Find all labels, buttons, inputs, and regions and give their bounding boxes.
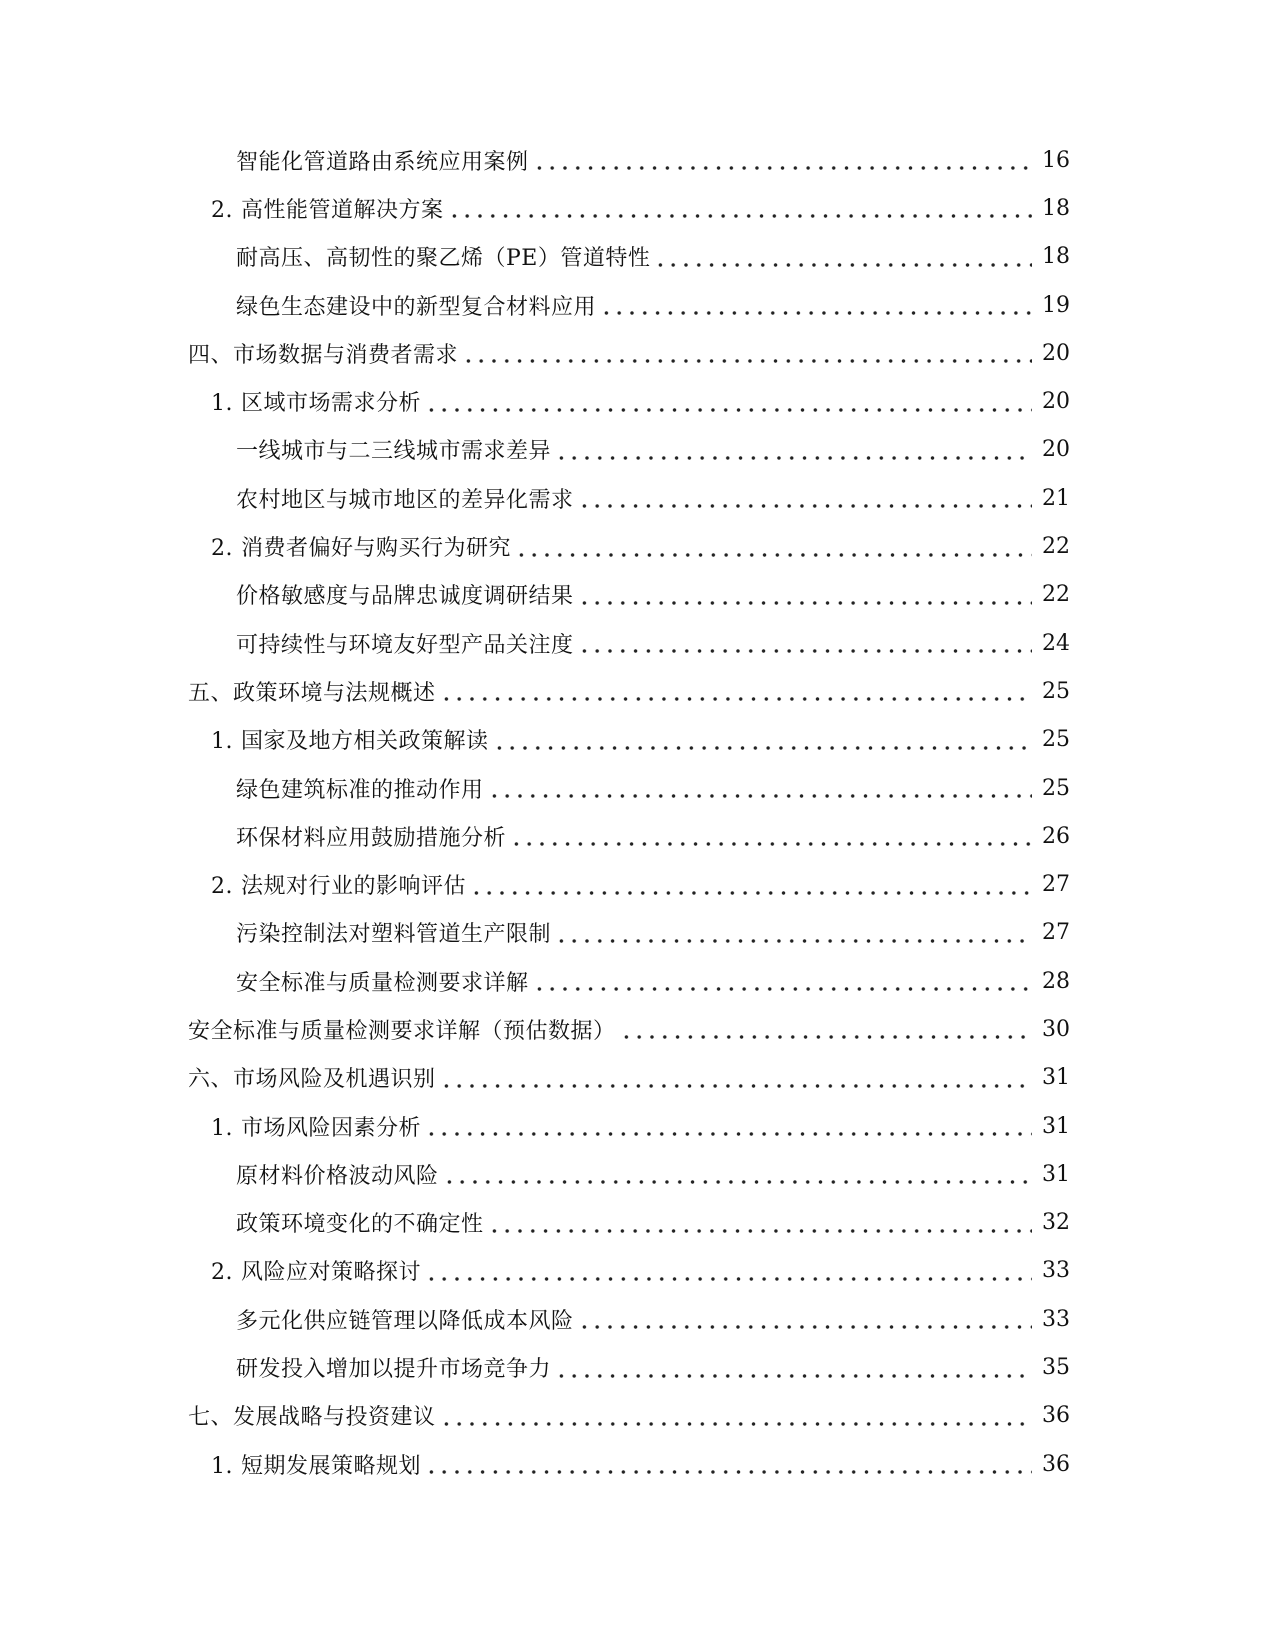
dot-leader (425, 1260, 1032, 1282)
toc-entry-label (236, 1304, 578, 1335)
toc-entry-page-number: 20 (1042, 437, 1070, 463)
toc-entry[interactable] (0, 1199, 1275, 1247)
toc-entry-page-number: 27 (1042, 920, 1070, 946)
dot-leader (443, 1163, 1032, 1185)
toc-entry-label (211, 724, 493, 755)
toc-entry-title: 研发投入增加以提升市场竞争力 (236, 1357, 552, 1383)
dot-leader (578, 487, 1032, 509)
toc-entry-label (236, 1352, 555, 1383)
toc-entry-label (236, 483, 578, 514)
toc-entry-label (236, 579, 578, 610)
toc-entry-title: 风险应对策略探讨 (241, 1260, 422, 1286)
toc-entry[interactable] (0, 474, 1275, 522)
dot-leader (555, 922, 1032, 944)
toc-entry-label (236, 434, 555, 465)
dot-leader (533, 149, 1032, 171)
toc-entry-title: 多元化供应链管理以降低成本风险 (236, 1308, 574, 1334)
dot-leader (488, 1212, 1032, 1234)
toc-entry-page-number: 16 (1042, 147, 1070, 173)
toc-entry-page-number: 36 (1042, 1451, 1070, 1477)
dot-leader (555, 1357, 1032, 1379)
toc-entry-label (236, 966, 533, 997)
toc-entry[interactable] (0, 1150, 1275, 1198)
dot-leader (440, 1405, 1032, 1427)
toc-entry-title: 原材料价格波动风险 (236, 1163, 439, 1189)
dot-leader (488, 777, 1032, 799)
dot-leader (600, 294, 1032, 316)
toc-entry-number: 1. (211, 729, 233, 755)
toc-entry-number: 1. (211, 1453, 233, 1479)
dot-leader (425, 1115, 1032, 1137)
toc-entry-label (236, 917, 555, 948)
toc-entry[interactable] (0, 619, 1275, 667)
toc-entry-title: 政策环境变化的不确定性 (236, 1212, 484, 1238)
toc-entry-label (188, 1014, 620, 1045)
toc-entry[interactable] (0, 1392, 1275, 1440)
toc-entry-title: 环保材料应用鼓励措施分析 (236, 825, 507, 851)
toc-entry-page-number: 21 (1042, 485, 1070, 511)
toc-entry-page-number: 31 (1042, 1113, 1070, 1139)
toc-entry-label (236, 821, 510, 852)
dot-leader (578, 632, 1032, 654)
toc-entry-title: 五、政策环境与法规概述 (188, 680, 436, 706)
toc-entry-title: 可持续性与环境友好型产品关注度 (236, 632, 574, 658)
toc-entry-label (236, 241, 654, 272)
toc-entry-label (236, 628, 578, 659)
toc-entry-page-number: 20 (1042, 340, 1070, 366)
toc-entry-label (188, 1062, 440, 1093)
toc-entry-label (211, 1449, 425, 1480)
toc-entry[interactable] (0, 377, 1275, 425)
toc-entry-page-number: 36 (1042, 1403, 1070, 1429)
toc-entry-page-number: 32 (1042, 1210, 1070, 1236)
toc-entry[interactable] (0, 764, 1275, 812)
toc-entry-page-number: 27 (1042, 872, 1070, 898)
toc-entry[interactable] (0, 1247, 1275, 1295)
toc-entry-page-number: 33 (1042, 1306, 1070, 1332)
toc-entry-number: 2. (211, 1260, 233, 1286)
toc-entry-page-number: 31 (1042, 1065, 1070, 1091)
toc-entry[interactable] (0, 522, 1275, 570)
dot-leader (470, 874, 1032, 896)
toc-entry-label (236, 145, 533, 176)
toc-entry-title: 一线城市与二三线城市需求差异 (236, 439, 552, 465)
toc-entry-title: 短期发展策略规划 (241, 1453, 422, 1479)
toc-entry[interactable] (0, 329, 1275, 377)
toc-entry-label (188, 338, 462, 369)
toc-entry-title: 安全标准与质量检测要求详解 (236, 970, 529, 996)
toc-entry-title: 区域市场需求分析 (241, 391, 422, 417)
toc-entry-title: 消费者偏好与购买行为研究 (241, 536, 512, 562)
toc-entry[interactable] (0, 860, 1275, 908)
toc-entry[interactable] (0, 136, 1275, 184)
toc-entry-title: 六、市场风险及机遇识别 (188, 1067, 436, 1093)
toc-entry[interactable] (0, 716, 1275, 764)
toc-entry[interactable] (0, 667, 1275, 715)
toc-entry[interactable] (0, 1005, 1275, 1053)
dot-leader (448, 197, 1032, 219)
toc-entry-title: 绿色生态建设中的新型复合材料应用 (236, 294, 597, 320)
toc-entry-page-number: 33 (1042, 1258, 1070, 1284)
toc-entry-page-number: 19 (1042, 292, 1070, 318)
toc-entry-label (211, 1255, 425, 1286)
toc-entry-page-number: 30 (1042, 1016, 1070, 1042)
toc-entry[interactable] (0, 184, 1275, 232)
toc-entry-page-number: 25 (1042, 775, 1070, 801)
toc-entry-label (211, 1111, 425, 1142)
toc-entry-page-number: 24 (1042, 630, 1070, 656)
toc-entry[interactable] (0, 1102, 1275, 1150)
toc-entry-page-number: 25 (1042, 727, 1070, 753)
dot-leader (533, 970, 1032, 992)
toc-entry-page-number: 31 (1042, 1161, 1070, 1187)
toc-entry-title: 绿色建筑标准的推动作用 (236, 777, 484, 803)
toc-entry[interactable] (0, 812, 1275, 860)
toc-entry-label (236, 773, 488, 804)
dot-leader (620, 1018, 1032, 1040)
dot-leader (425, 391, 1032, 413)
toc-entry[interactable] (0, 1440, 1275, 1488)
toc-entry-number: 2. (211, 197, 233, 223)
toc-entry[interactable] (0, 1054, 1275, 1102)
toc-entry-title: 法规对行业的影响评估 (241, 874, 467, 900)
toc-entry[interactable] (0, 1343, 1275, 1391)
toc-entry-label (188, 1400, 440, 1431)
toc-entry-page-number: 25 (1042, 678, 1070, 704)
toc-entry-number: 2. (211, 536, 233, 562)
toc-entry[interactable] (0, 281, 1275, 329)
toc-entry[interactable] (0, 957, 1275, 1005)
toc-entry-title: 智能化管道路由系统应用案例 (236, 149, 529, 175)
toc-entry[interactable] (0, 909, 1275, 957)
toc-entry-label (211, 386, 425, 417)
toc-entry-title: 高性能管道解决方案 (241, 197, 444, 223)
toc-entry-title: 安全标准与质量检测要求详解（预估数据） (188, 1018, 616, 1044)
table-of-contents (0, 136, 1275, 1488)
dot-leader (440, 680, 1032, 702)
toc-entry-title: 耐高压、高韧性的聚乙烯（PE）管道特性 (236, 246, 651, 272)
dot-leader (654, 246, 1032, 268)
dot-leader (440, 1067, 1032, 1089)
toc-entry-title: 四、市场数据与消费者需求 (188, 342, 459, 368)
toc-entry-page-number: 22 (1042, 582, 1070, 608)
toc-entry-label (236, 290, 600, 321)
dot-leader (462, 342, 1032, 364)
toc-entry-label (211, 531, 515, 562)
toc-entry-title: 污染控制法对塑料管道生产限制 (236, 922, 552, 948)
toc-entry[interactable] (0, 571, 1275, 619)
dot-leader (515, 536, 1032, 558)
toc-entry-title: 七、发展战略与投资建议 (188, 1405, 436, 1431)
toc-entry-number: 1. (211, 1115, 233, 1141)
toc-entry-page-number: 18 (1042, 195, 1070, 221)
toc-entry-page-number: 20 (1042, 389, 1070, 415)
toc-entry-page-number: 22 (1042, 534, 1070, 560)
dot-leader (578, 584, 1032, 606)
toc-entry-label (211, 869, 470, 900)
toc-entry[interactable] (0, 1295, 1275, 1343)
toc-entry-page-number: 28 (1042, 968, 1070, 994)
dot-leader (578, 1308, 1032, 1330)
toc-entry-title: 市场风险因素分析 (241, 1115, 422, 1141)
toc-entry-title: 农村地区与城市地区的差异化需求 (236, 487, 574, 513)
toc-entry-title: 国家及地方相关政策解读 (241, 729, 489, 755)
dot-leader (493, 729, 1032, 751)
toc-entry-page-number: 18 (1042, 244, 1070, 270)
dot-leader (425, 1453, 1032, 1475)
toc-entry-label (211, 193, 448, 224)
toc-entry[interactable] (0, 426, 1275, 474)
toc-entry-label (236, 1159, 443, 1190)
dot-leader (555, 439, 1032, 461)
toc-entry-title: 价格敏感度与品牌忠诚度调研结果 (236, 584, 574, 610)
toc-entry-label (188, 676, 440, 707)
toc-entry-number: 2. (211, 874, 233, 900)
dot-leader (510, 825, 1032, 847)
toc-entry-page-number: 26 (1042, 823, 1070, 849)
toc-entry-number: 1. (211, 391, 233, 417)
toc-entry-page-number: 35 (1042, 1355, 1070, 1381)
toc-entry-label (236, 1207, 488, 1238)
toc-entry[interactable] (0, 233, 1275, 281)
